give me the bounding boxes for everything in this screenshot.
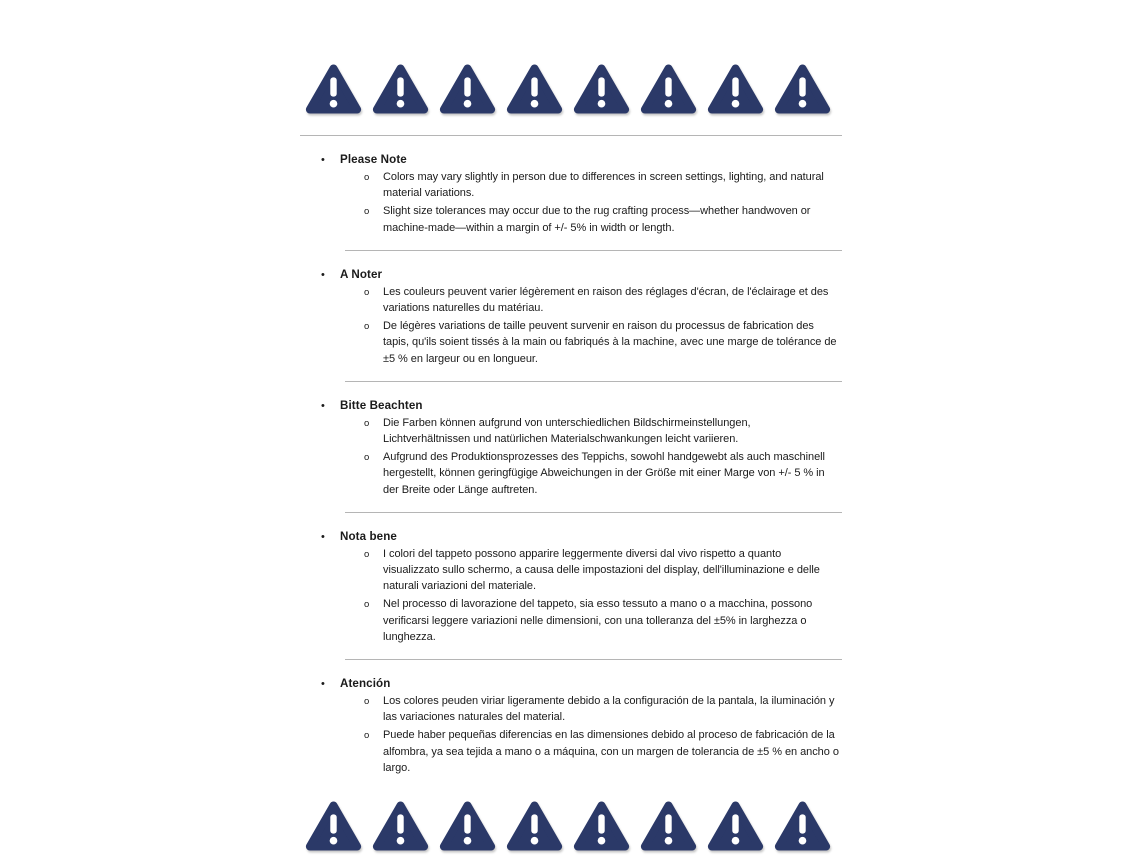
sub-bullet-marker: o (364, 417, 370, 429)
list-item (300, 727, 842, 776)
list-item (300, 415, 842, 447)
note-text: Los colores peuden viriar ligeramente debido a la configuración de la pantala, la iluminación y las variaciones naturales del material. (383, 695, 835, 724)
section-heading: Atención (340, 677, 391, 691)
section-heading-row (300, 153, 842, 166)
section-heading: Bitte Beachten (340, 398, 423, 412)
warning-triangle-icon (573, 800, 630, 852)
bullet-marker: • (321, 399, 325, 412)
list-item (300, 693, 842, 725)
note-text: Aufgrund des Produktionsprozesses des Teppichs, sowohl handgewebt als auch maschinell hergestellt, können geringfügige Abweichungen in der Größe mit einer Marge von +/- 5 % in der Breite oder Länge auftreten. (383, 451, 825, 496)
list-item (300, 449, 842, 498)
sub-bullet-marker: o (364, 321, 370, 333)
warning-triangle-icon (707, 800, 764, 852)
section-heading-row (300, 268, 842, 281)
section-heading-row (300, 399, 842, 412)
warning-triangle-icon (506, 800, 563, 852)
note-text: Colors may vary slightly in person due to differences in screen settings, lighting, and natural material variations. (383, 171, 824, 200)
sub-bullet-marker: o (364, 696, 370, 708)
warning-triangle-icon (305, 800, 362, 852)
warning-triangle-icon (774, 63, 831, 115)
bullet-marker: • (321, 530, 325, 543)
list-item (300, 203, 842, 235)
list-item (300, 596, 842, 645)
sub-bullet-marker: o (364, 548, 370, 560)
document-content (300, 0, 842, 852)
section-heading: Nota bene (340, 529, 397, 543)
section-atencion (300, 660, 842, 776)
warning-triangle-icon (640, 63, 697, 115)
section-bitte-beachten (300, 382, 842, 513)
list-item (300, 318, 842, 367)
section-heading-row (300, 677, 842, 690)
note-text: Slight size tolerances may occur due to the rug crafting process—whether handwoven or machine-made—within a margin of +/- 5% in width or length. (383, 205, 811, 234)
warning-triangle-icon (439, 63, 496, 115)
warning-triangle-icon (640, 800, 697, 852)
warning-triangle-icon (774, 800, 831, 852)
note-text: Nel processo di lavorazione del tappeto, sia esso tessuto a mano o a macchina, possono verificarsi leggere variazioni nelle dimensioni, con una tolleranza del ±5% in larghezza o lunghezza. (383, 598, 813, 643)
bullet-marker: • (321, 678, 325, 691)
note-text: De légères variations de taille peuvent survenir en raison du processus de fabrication des tapis, qu'ils soient tissés à la main ou fabriqués à la machine, avec une marge de tolérance de ±5 % en largeur ou en longueur. (383, 320, 837, 365)
warning-triangle-row-bottom (300, 800, 842, 852)
note-text: Die Farben können aufgrund von unterschiedlichen Bildschirmeinstellungen, Lichtverhältnissen und natürlichen Materialschwankungen leicht variieren. (383, 416, 751, 446)
section-heading-row (300, 530, 842, 543)
sub-bullet-marker: o (364, 599, 370, 611)
sub-bullet-marker: o (364, 172, 370, 183)
note-text: Les couleurs peuvent varier légèrement en raison des réglages d'écran, de l'éclairage et des variations naturelles du matériau. (383, 285, 829, 315)
sub-bullet-marker: o (364, 206, 370, 218)
sub-bullet-marker: o (364, 286, 370, 298)
section-please-note (300, 136, 842, 251)
warning-triangle-icon (439, 800, 496, 852)
section-heading: Please Note (340, 153, 407, 166)
list-item (300, 284, 842, 316)
section-a-noter (300, 251, 842, 382)
warning-triangle-icon (707, 63, 764, 115)
sub-bullet-marker: o (364, 452, 370, 464)
section-nota-bene (300, 513, 842, 660)
warning-triangle-icon (506, 63, 563, 115)
note-text: I colori del tappeto possono apparire leggermente diversi dal vivo rispetto a quanto visualizzato sullo schermo, a causa delle impostazioni del display, dell'illuminazione e delle naturali variazioni del materiale. (383, 547, 820, 593)
sub-bullet-marker: o (364, 730, 370, 742)
warning-triangle-icon (305, 63, 362, 115)
warning-triangle-icon (372, 800, 429, 852)
warning-triangle-icon (372, 63, 429, 115)
bullet-marker: • (321, 154, 325, 166)
list-item (300, 169, 842, 201)
note-text: Puede haber pequeñas diferencias en las dimensiones debido al proceso de fabricación de la alfombra, ya sea tejida a mano o a máquina, con un margen de tolerancia de ±5 % en ancho o largo. (383, 729, 839, 774)
warning-triangle-row-top (300, 63, 842, 115)
bullet-marker: • (321, 268, 325, 281)
list-item (300, 546, 842, 595)
warning-triangle-icon (573, 63, 630, 115)
section-heading: A Noter (340, 267, 383, 281)
